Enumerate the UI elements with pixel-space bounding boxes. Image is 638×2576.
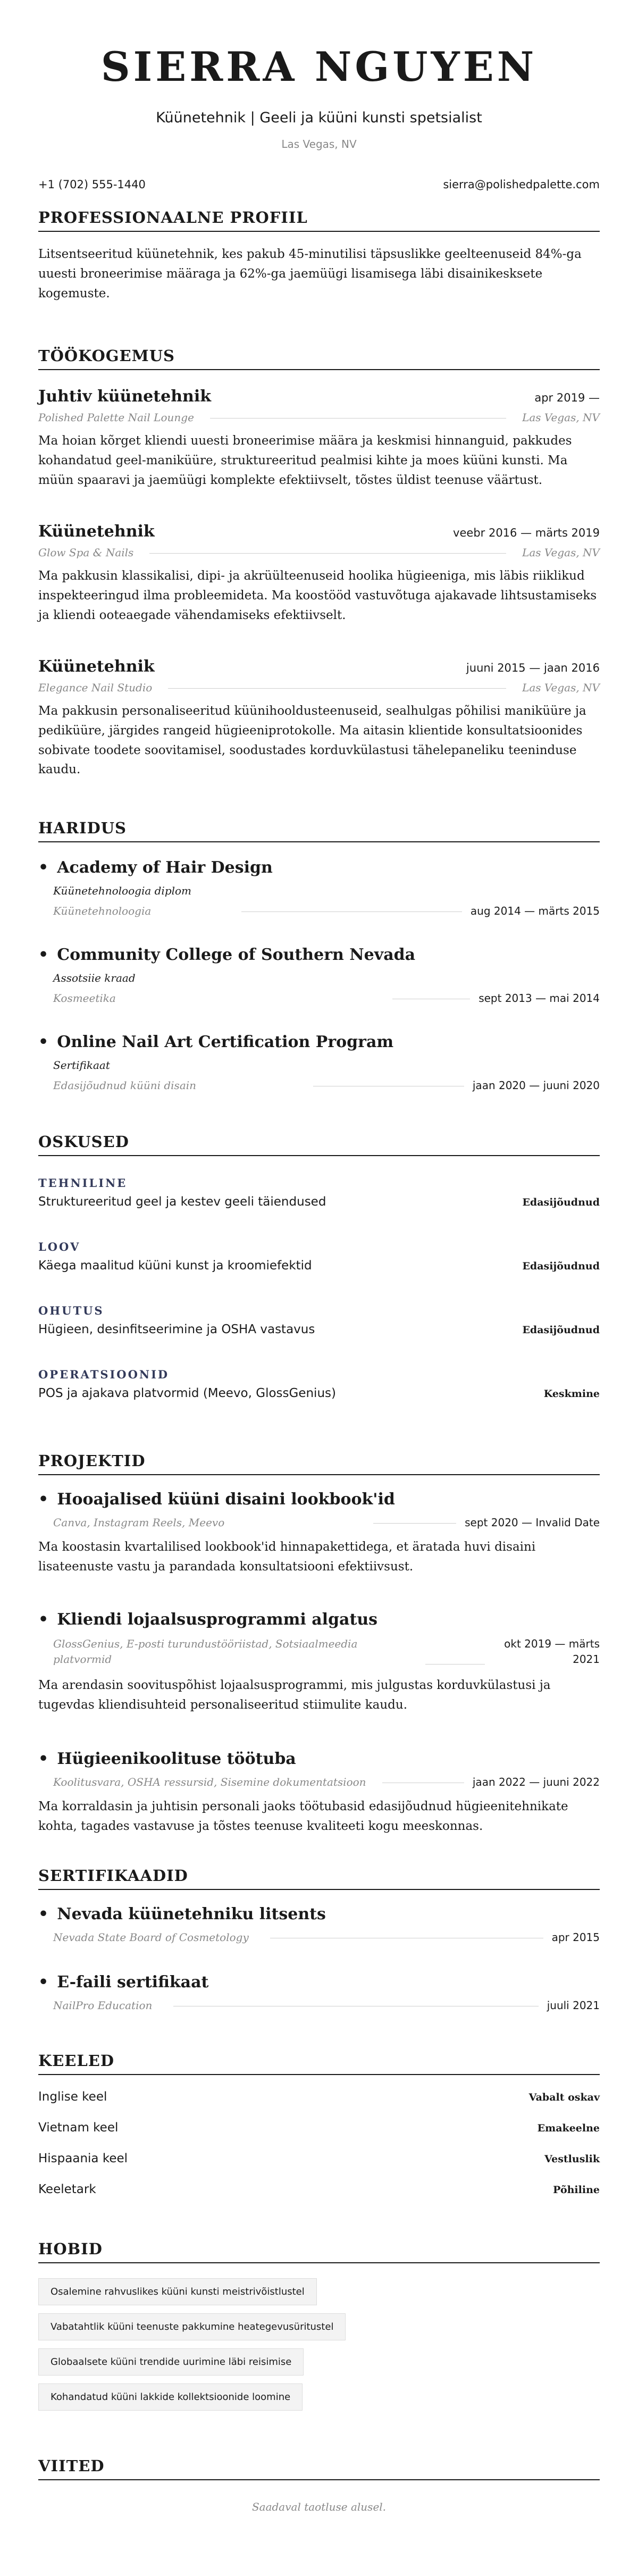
- job-date: veebr 2016 — märts 2019: [453, 526, 600, 539]
- project-date: okt 2019 — märts 2021: [504, 1637, 600, 1666]
- certification-issuer: Nevada State Board of Cosmetology: [53, 1931, 249, 1944]
- section-title-hobbies: HOBID: [38, 2240, 600, 2263]
- job-location: Las Vegas, NV: [522, 411, 600, 424]
- bullet-icon: •: [38, 946, 49, 964]
- education-date: aug 2014 — märts 2015: [470, 905, 600, 917]
- section-title-skills: OSKUSED: [38, 1133, 600, 1156]
- leader-line: [168, 688, 506, 689]
- bullet-icon: •: [38, 858, 49, 877]
- candidate-name: SIERRA NGUYEN: [100, 43, 538, 90]
- skill-group: [38, 1368, 600, 1400]
- project-entry: [38, 1490, 600, 1577]
- section-title-profile: PROFESSIONAALNE PROFIIL: [38, 208, 600, 232]
- job-company: Elegance Nail Studio: [38, 681, 153, 694]
- skill-name: POS ja ajakava platvormid (Meevo, GlossGenius): [38, 1386, 336, 1400]
- job-title: Küünetehnik: [38, 522, 155, 541]
- job-company: Glow Spa & Nails: [38, 546, 134, 559]
- skill-group: [38, 1304, 600, 1336]
- projects-section: [38, 1452, 600, 1475]
- field-of-study: Küünetehnoloogia: [53, 905, 152, 917]
- education-date: sept 2013 — mai 2014: [478, 992, 600, 1005]
- hobby-tag: Vabatahtlik küüni teenuste pakkumine heategevusüritustel: [38, 2313, 346, 2340]
- project-tools: GlossGenius, E-posti turundustööriistad, Sotsiaalmeedia platvormid: [53, 1637, 358, 1666]
- hobby-row: [38, 2313, 600, 2340]
- hobby-row: [38, 2348, 600, 2376]
- skill-name: Hügieen, desinfitseerimine ja OSHA vastavus: [38, 1323, 315, 1336]
- skill-category: OHUTUS: [38, 1304, 104, 1317]
- contact-row: [38, 178, 600, 191]
- profile-text: Litsentseeritud küünetehnik, kes pakub 45-minutilisi täpsuslikke geelteenuseid 84%-ga uuesti broneerimise määraga ja 62%-ga jaemüügi lisamisega läbi disainikesksete kogemuste.: [38, 247, 582, 300]
- project-title: Hooajalised küüni disaini lookbook'id: [57, 1490, 395, 1509]
- section-title-languages: KEELED: [38, 2052, 600, 2075]
- project-title: Kliendi lojaalsusprogrammi algatus: [57, 1610, 378, 1629]
- bullet-icon: •: [38, 1490, 49, 1509]
- references-section: [38, 2457, 600, 2513]
- languages-section: [38, 2052, 600, 2075]
- project-entry: [38, 1750, 600, 1836]
- candidate-location: Las Vegas, NV: [281, 137, 357, 150]
- leader-line: [373, 1523, 456, 1524]
- job-entry: [38, 522, 600, 625]
- resume-header: [38, 45, 600, 150]
- project-description: Ma koostasin kvartalilised lookbook'id hinnapakettidega, et äratada huvi disaini lisateenuste vastu ja parandada konsultatsiooni efektiivsust.: [38, 1540, 536, 1574]
- certification-title: E-faili sertifikaat: [57, 1973, 209, 1992]
- certification-entry: [38, 1973, 600, 2012]
- email-address: sierra@polishedpalette.com: [443, 178, 600, 191]
- skill-name: Käega maalitud küüni kunst ja kroomiefektid: [38, 1259, 312, 1273]
- hobby-tag: Globaalsete küüni trendide uurimine läbi reisimise: [38, 2348, 304, 2376]
- leader-line: [149, 553, 506, 554]
- leader-line: [241, 911, 462, 912]
- education-entry: [38, 858, 600, 917]
- project-title: Hügieenikoolituse töötuba: [57, 1750, 296, 1768]
- language-name: Vietnam keel: [38, 2121, 119, 2135]
- job-title: Juhtiv küünetehnik: [38, 387, 212, 406]
- project-date: jaan 2022 — juuni 2022: [472, 1776, 600, 1788]
- job-location: Las Vegas, NV: [522, 546, 600, 559]
- section-title-certifications: SERTIFIKAADID: [38, 1867, 600, 1890]
- job-entry: [38, 657, 600, 780]
- job-company: Polished Palette Nail Lounge: [38, 411, 194, 424]
- school-name: Community College of Southern Nevada: [57, 946, 416, 964]
- section-title-projects: PROJEKTID: [38, 1452, 600, 1475]
- skill-level: Keskmine: [543, 1388, 600, 1400]
- job-description: Ma pakkusin klassikalisi, dipi- ja akrüülteenuseid hoolika hügieeniga, mis läbis riiklikud inspekteeringud ilma probleemideta. Ma koostööd vastuvõtuga ajakavade lihtsustamiseks ja kliendi ooteaegade vähendamiseks efektiivselt.: [38, 569, 597, 622]
- job-location: Las Vegas, NV: [522, 681, 600, 694]
- bullet-icon: •: [38, 1973, 49, 1992]
- field-of-study: Kosmeetika: [53, 992, 116, 1005]
- school-name: Academy of Hair Design: [57, 858, 273, 877]
- skill-group: [38, 1240, 600, 1273]
- bullet-icon: •: [38, 1905, 49, 1923]
- language-level: Vestluslik: [544, 2153, 600, 2165]
- project-description: Ma korraldasin ja juhtisin personali jaoks töötubasid edasijõudnud hügieenitehnikate kohta, tagades vastavuse ja tõstes teenuse kvaliteeti kogu meeskonnas.: [38, 1800, 568, 1833]
- language-level: Põhiline: [553, 2184, 600, 2196]
- project-tools: Canva, Instagram Reels, Meevo: [53, 1516, 225, 1529]
- skill-level: Edasijõudnud: [522, 1197, 600, 1208]
- degree: Sertifikaat: [53, 1059, 110, 1072]
- education-section: [38, 819, 600, 842]
- job-description: Ma hoian kõrget kliendi uuesti broneerimise määra ja keskmisi hinnanguid, pakkudes kohandatud geel-maniküüre, struktureeritud pealmisi kihte ja moes küüni kunsti. Ma müün spaaravi ja jaemüügi komplekte efektiivselt, tõstes üldist teenuse väärtust.: [38, 434, 572, 487]
- certifications-section: [38, 1867, 600, 1890]
- certification-date: juuli 2021: [547, 1999, 600, 2012]
- certification-date: apr 2015: [551, 1931, 600, 1944]
- phone-number: +1 (702) 555-1440: [38, 178, 146, 191]
- job-entry: [38, 387, 600, 490]
- skill-category: LOOV: [38, 1240, 81, 1253]
- references-text: Saadaval taotluse alusel.: [251, 2500, 387, 2513]
- degree: Küünetehnoloogia diplom: [53, 884, 192, 897]
- profile-section: [38, 208, 600, 303]
- education-entry: [38, 1033, 600, 1092]
- candidate-title: Küünetehnik | Geeli ja küüni kunsti spetsialist: [156, 109, 482, 126]
- field-of-study: Edasijõudnud küüni disain: [53, 1079, 197, 1092]
- job-title: Küünetehnik: [38, 657, 155, 676]
- skill-group: [38, 1176, 600, 1209]
- bullet-icon: •: [38, 1033, 49, 1051]
- job-date: juuni 2015 — jaan 2016: [466, 662, 600, 674]
- language-row: [38, 2090, 600, 2104]
- education-entry: [38, 946, 600, 1005]
- language-level: Emakeelne: [537, 2122, 600, 2134]
- hobby-row: [38, 2383, 600, 2411]
- language-name: Inglise keel: [38, 2090, 107, 2104]
- project-description: Ma arendasin soovituspõhist lojaalsusprogrammi, mis julgustas korduvkülastusi ja tugevdas kliendisuhteid personaliseeritud stiimulite kaudu.: [38, 1678, 551, 1712]
- language-name: Hispaania keel: [38, 2152, 128, 2165]
- project-date: sept 2020 — Invalid Date: [465, 1516, 600, 1529]
- degree: Assotsiie kraad: [53, 972, 136, 984]
- language-level: Vabalt oskav: [528, 2092, 600, 2103]
- section-title-references: VIITED: [38, 2457, 600, 2480]
- school-name: Online Nail Art Certification Program: [57, 1033, 394, 1051]
- skill-level: Edasijõudnud: [522, 1260, 600, 1272]
- hobby-tag: Kohandatud küüni lakkide kollektsioonide loomine: [38, 2383, 303, 2411]
- skill-level: Edasijõudnud: [522, 1324, 600, 1336]
- section-title-experience: TÖÖKOGEMUS: [38, 347, 600, 370]
- hobbies-section: [38, 2240, 600, 2263]
- language-name: Keeletark: [38, 2182, 96, 2196]
- leader-line: [425, 1664, 485, 1665]
- job-description: Ma pakkusin personaliseeritud küünihooldusteenuseid, sealhulgas põhilisi maniküüre ja pediküüre, järgides rangeid hügieeniprotokolle. Ma aitasin klientide konsultatsioonides sobivate toodete soovitamisel, soodustades korduvkülastusi tähelepaneliku teeninduse kaudu.: [38, 704, 586, 777]
- bullet-icon: •: [38, 1750, 49, 1768]
- bullet-icon: •: [38, 1610, 49, 1629]
- project-tools: Koolitusvara, OSHA ressursid, Sisemine dokumentatsioon: [53, 1776, 366, 1788]
- hobby-row: [38, 2278, 600, 2305]
- education-date: jaan 2020 — juuni 2020: [472, 1079, 600, 1092]
- certification-issuer: NailPro Education: [53, 1999, 153, 2012]
- job-date: apr 2019 —: [534, 391, 600, 404]
- section-title-education: HARIDUS: [38, 819, 600, 842]
- skill-category: TEHNILINE: [38, 1176, 128, 1190]
- hobby-tag: Osalemine rahvuslikes küüni kunsti meistrivõistlustel: [38, 2278, 317, 2305]
- language-row: [38, 2182, 600, 2196]
- skill-name: Struktureeritud geel ja kestev geeli täiendused: [38, 1195, 326, 1209]
- experience-section: [38, 347, 600, 370]
- skills-section: [38, 1133, 600, 1156]
- leader-line: [210, 418, 506, 419]
- certification-title: Nevada küünetehniku litsents: [57, 1905, 326, 1923]
- skill-category: OPERATSIOONID: [38, 1368, 170, 1381]
- language-row: [38, 2121, 600, 2135]
- language-row: [38, 2152, 600, 2165]
- project-entry: [38, 1610, 600, 1715]
- certification-entry: [38, 1905, 600, 1944]
